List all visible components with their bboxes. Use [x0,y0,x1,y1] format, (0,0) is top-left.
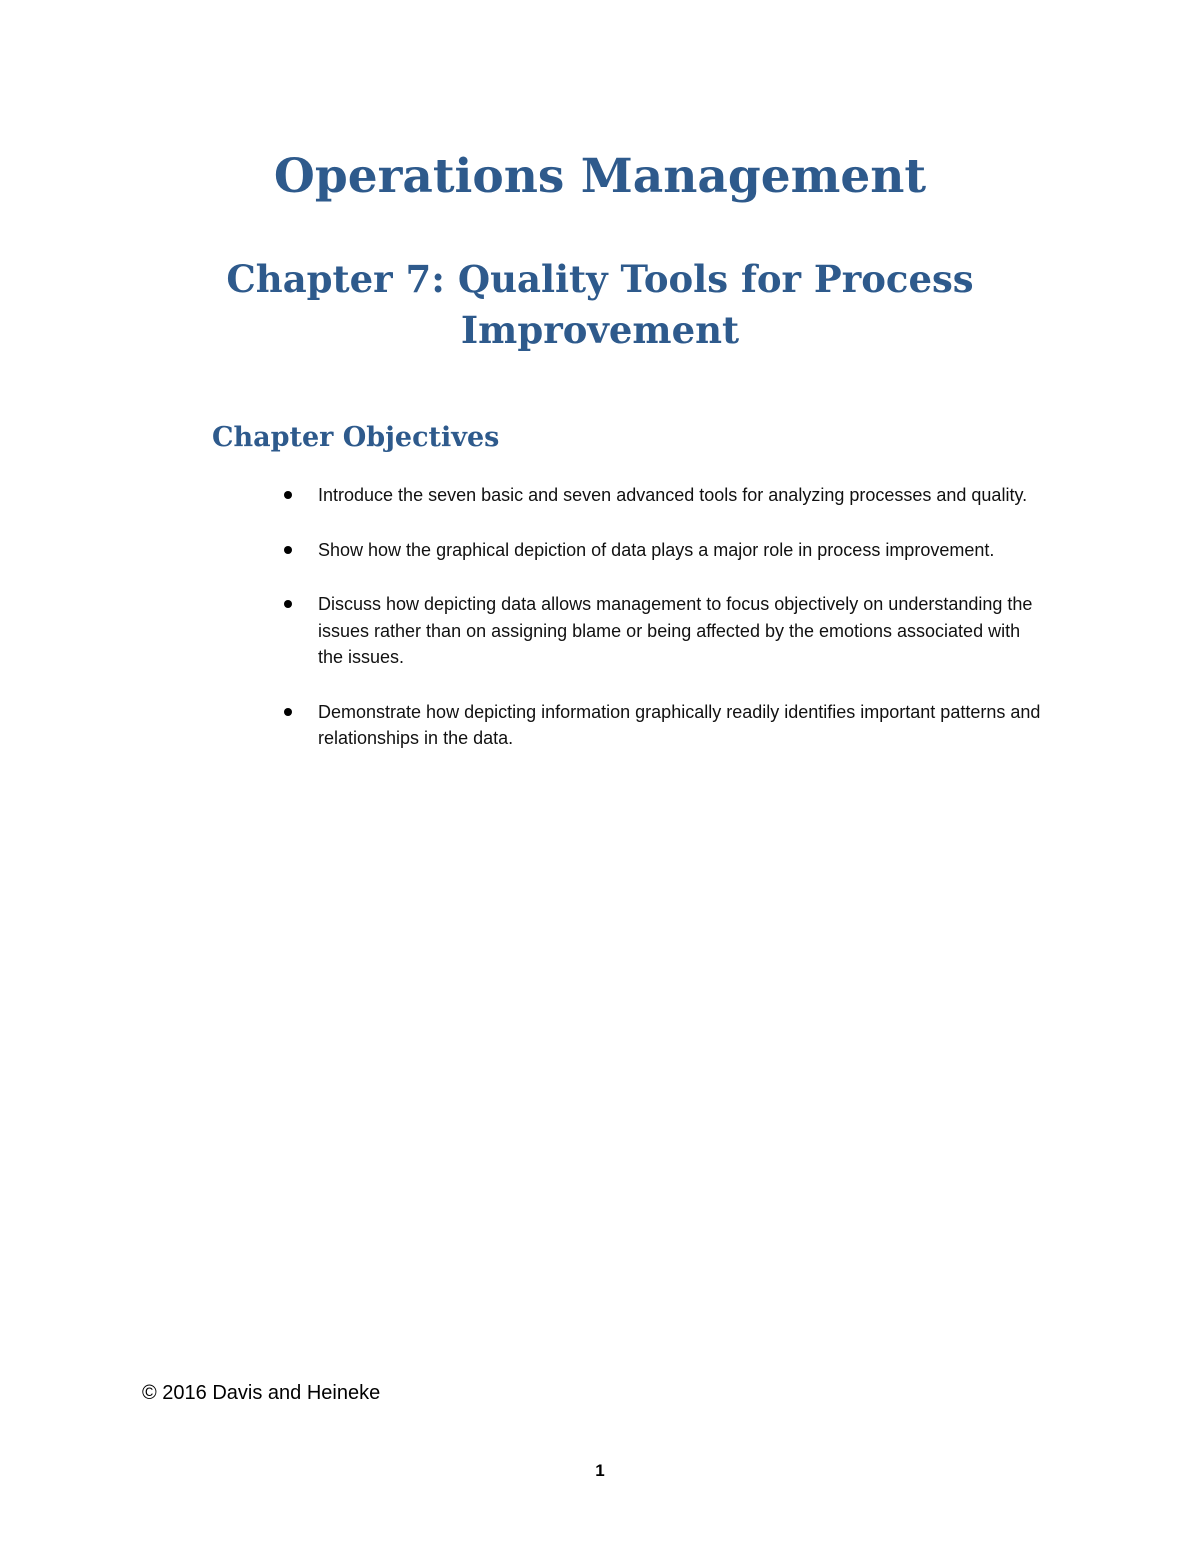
objective-item [282,482,1042,509]
section-heading-objectives: Chapter Objectives [212,422,500,453]
page-number: 1 [595,1461,605,1480]
document-title: Operations Management [273,149,927,204]
objective-item [282,699,1042,752]
bullet-icon [284,491,292,499]
bullet-icon [284,546,292,554]
objective-text: Discuss how depicting data allows management to focus objectively on understanding the issues rather than on assigning blame or being affected by the emotions associated with the issues. [318,594,1033,667]
bullet-icon [284,708,292,716]
chapter-title: Chapter 7: Quality Tools for Process Improvement [226,257,974,352]
objective-text: Demonstrate how depicting information graphically readily identifies important patterns and relationships in the data. [318,701,1041,748]
objectives-list [282,482,1042,780]
copyright-notice: © 2016 Davis and Heineke [142,1382,381,1404]
objective-text: Introduce the seven basic and seven advanced tools for analyzing processes and quality. [318,485,1028,505]
objective-item [282,537,1042,564]
bullet-icon [284,600,292,608]
objective-item [282,591,1042,671]
objective-text: Show how the graphical depiction of data plays a major role in process improvement. [318,539,995,560]
